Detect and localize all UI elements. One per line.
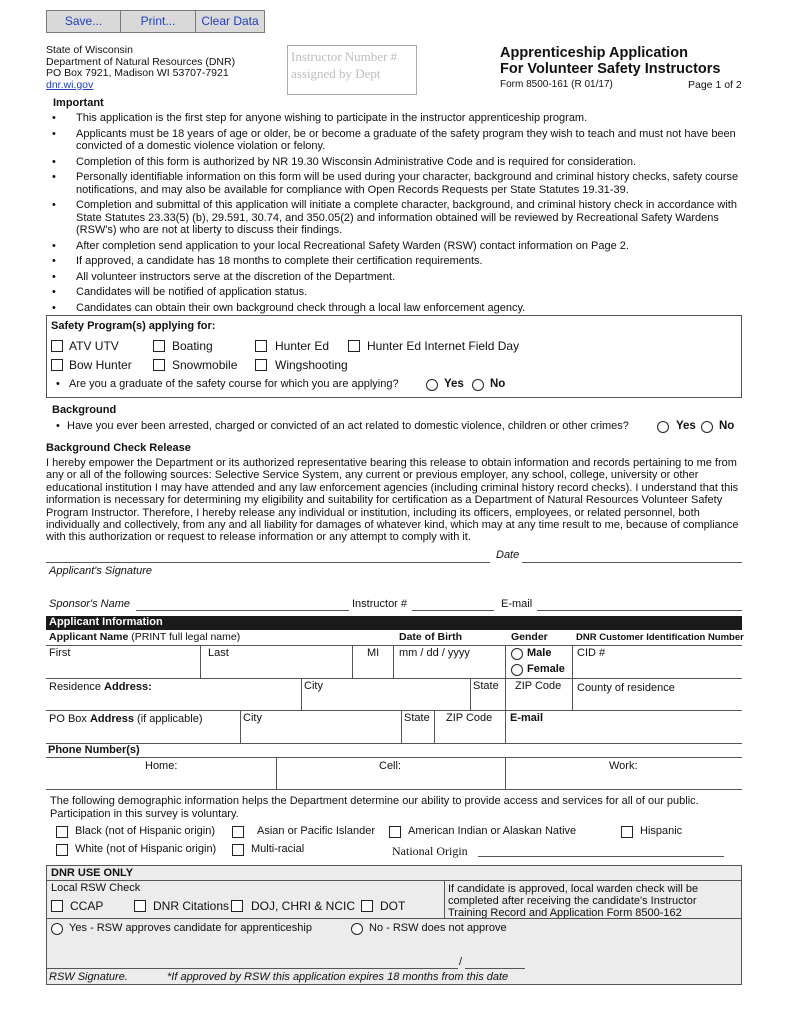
grid-line bbox=[434, 710, 435, 743]
national-origin-line[interactable] bbox=[478, 856, 724, 857]
grid-line bbox=[200, 645, 201, 678]
release-text: I hereby empower the Department or its authorized representative bearing this release to obtain information and records pertaining to me from any or all of the following sources: Selective Service System, any current or previous employer, any school, college, university or other educational institution I may have attended and any law enforcement agencies (including criminal history record checks). I understand that this information is necessary for determining my eligibility and suitability for certification as a Department of Natural Resources Volunteer Safety Program Instructor. Therefore, I hereby release any individual or institution, including its officers, employees, or related personnel, both individually and collectively, from any and all liability for damages of whatever kind, which may at any time result to me, because of compliance with this authorization or request to release information or any attempt to comply with it. bbox=[46, 457, 739, 544]
applicant-signature-line[interactable] bbox=[46, 562, 490, 563]
asian-label: Asian or Pacific Islander bbox=[257, 825, 375, 837]
sponsor-name-line[interactable] bbox=[136, 610, 349, 611]
clear-data-button[interactable]: Clear Data bbox=[195, 10, 265, 33]
rsw-approve-label: Yes - RSW approves candidate for apprenticeship bbox=[69, 922, 312, 934]
black-checkbox[interactable] bbox=[56, 826, 68, 838]
grid-line bbox=[572, 645, 573, 678]
list-item: • Completion and submittal of this application will initiate a complete character, background, and criminal history check in accordance with State Statutes 23.33(5) (b), 29.591, 30.74, and 350.05(2) and information obtained will be reviewed by Recreational Safety Wardens (RSW's) who are not at liberty to discuss their findings. bbox=[50, 199, 750, 237]
form-title-line1: Apprenticeship Application bbox=[500, 45, 688, 61]
last-name-label: Last bbox=[208, 647, 229, 659]
wingshooting-checkbox[interactable] bbox=[255, 359, 267, 371]
important-list bbox=[50, 112, 750, 317]
demographics-intro-2: Participation in this survey is voluntary. bbox=[50, 808, 239, 820]
applicant-name-label: Applicant Name bbox=[49, 631, 129, 643]
ccap-checkbox[interactable] bbox=[51, 900, 63, 912]
american-indian-label: American Indian or Alaskan Native bbox=[408, 825, 577, 837]
dnr-citations-checkbox[interactable] bbox=[134, 900, 146, 912]
rsw-deny-label: No - RSW does not approve bbox=[369, 922, 507, 934]
instructor-number-field[interactable] bbox=[287, 45, 417, 95]
residence-address-bold: Address: bbox=[104, 681, 152, 693]
graduate-yes-radio[interactable] bbox=[426, 379, 438, 391]
county-label: County of residence bbox=[577, 682, 675, 694]
graduate-yes-label: Yes bbox=[444, 378, 464, 390]
hunter-ed-field-day-label: Hunter Ed Internet Field Day bbox=[367, 339, 520, 353]
dob-heading: Date of Birth bbox=[399, 631, 462, 643]
white-checkbox[interactable] bbox=[56, 844, 68, 856]
dnr-note-line2: completed after receiving the candidate's Instructor bbox=[448, 895, 697, 907]
cid-label: CID # bbox=[577, 647, 606, 659]
grid-line bbox=[444, 880, 445, 918]
hunter-ed-field-day-checkbox[interactable] bbox=[348, 340, 360, 352]
instructor-number-placeholder: Instructor Number # bbox=[291, 49, 398, 64]
applicant-name-hint: (PRINT full legal name) bbox=[128, 631, 241, 643]
residence-city-label: City bbox=[304, 680, 323, 692]
grid-line bbox=[505, 710, 506, 743]
print-button[interactable]: Print... bbox=[120, 10, 196, 33]
graduate-no-label: No bbox=[490, 378, 506, 390]
boating-label: Boating bbox=[172, 339, 213, 353]
snowmobile-checkbox[interactable] bbox=[153, 359, 165, 371]
grid-line bbox=[46, 918, 742, 919]
applicant-info-bar: Applicant Information bbox=[46, 616, 742, 630]
ccap-label: CCAP bbox=[70, 899, 104, 913]
graduate-no-radio[interactable] bbox=[472, 379, 484, 391]
agency-link[interactable]: dnr.wi.gov bbox=[46, 78, 94, 91]
customer-id-heading: DNR Customer Identification Number bbox=[576, 632, 744, 643]
grid-line bbox=[46, 645, 742, 646]
applicant-signature-label: Applicant's Signature bbox=[49, 565, 152, 577]
po-box-address-label bbox=[49, 713, 202, 725]
save-button[interactable]: Save... bbox=[46, 10, 121, 33]
rsw-expiry-note: *If approved by RSW this application expires 18 months from this date bbox=[167, 971, 509, 983]
female-radio[interactable] bbox=[511, 664, 523, 676]
list-item: • Personally identifiable information on this form will be used during your character, background and criminal history checks, safety course notifications, and may also be available for compliance with Open Records Requests per State Statutes 19.31-39. bbox=[50, 171, 750, 196]
residence-zip-label: ZIP Code bbox=[515, 680, 562, 692]
rsw-signature-line[interactable] bbox=[46, 968, 458, 969]
demographics-intro-1: The following demographic information helps the Department determine our ability to provide access and services for all of our public. bbox=[50, 795, 699, 807]
american-indian-checkbox[interactable] bbox=[389, 826, 401, 838]
instructor-line[interactable] bbox=[412, 610, 494, 611]
hispanic-label: Hispanic bbox=[640, 825, 683, 837]
sponsor-email-line[interactable] bbox=[537, 610, 742, 611]
list-item: • After completion send application to your local Recreational Safety Warden (RSW) contact information on Page 2. bbox=[50, 240, 750, 253]
national-origin-label: National Origin bbox=[392, 844, 468, 858]
instructor-number-hint: assigned by Dept bbox=[291, 66, 381, 81]
residence-prefix: Residence bbox=[49, 681, 105, 693]
male-radio[interactable] bbox=[511, 648, 523, 660]
grid-line bbox=[572, 678, 573, 710]
agency-state: State of Wisconsin bbox=[46, 44, 133, 56]
multi-racial-label: Multi-racial bbox=[251, 843, 305, 855]
grid-line bbox=[470, 678, 471, 710]
graduate-bullet: • bbox=[56, 378, 60, 390]
dob-input[interactable]: mm / dd / yyyy bbox=[399, 647, 470, 659]
black-label: Black (not of Hispanic origin) bbox=[75, 825, 216, 837]
rsw-signature-label: RSW Signature. bbox=[49, 971, 128, 983]
safety-heading: Safety Program(s) applying for: bbox=[51, 320, 216, 332]
bow-hunter-checkbox[interactable] bbox=[51, 359, 63, 371]
sponsor-name-label: Sponsor's Name bbox=[49, 598, 130, 610]
dnr-use-heading: DNR USE ONLY bbox=[51, 867, 134, 879]
background-bullet: • bbox=[56, 420, 60, 432]
grid-line bbox=[393, 645, 394, 678]
grid-line bbox=[46, 789, 742, 790]
atv-utv-checkbox[interactable] bbox=[51, 340, 63, 352]
po-hint: (if applicable) bbox=[134, 713, 203, 725]
list-item: • If approved, a candidate has 18 months to complete their certification requirements. bbox=[50, 255, 750, 268]
cell-phone-label: Cell: bbox=[379, 760, 402, 772]
grid-line bbox=[505, 757, 506, 789]
dot-checkbox[interactable] bbox=[361, 900, 373, 912]
important-heading: Important bbox=[53, 97, 104, 109]
hunter-ed-label: Hunter Ed bbox=[275, 339, 330, 353]
boating-checkbox[interactable] bbox=[153, 340, 165, 352]
rsw-date-slash: / bbox=[459, 956, 463, 968]
grid-line bbox=[46, 757, 742, 758]
phone-heading: Phone Number(s) bbox=[48, 744, 140, 756]
work-phone-label: Work: bbox=[609, 760, 638, 772]
list-item: • Applicants must be 18 years of age or older, be or become a graduate of the safety program they wish to teach and must not have been convicted of a domestic violence violation or felony. bbox=[50, 128, 750, 153]
grid-line bbox=[505, 678, 506, 710]
background-no-radio[interactable] bbox=[701, 421, 713, 433]
form-title-line2: For Volunteer Safety Instructors bbox=[500, 61, 721, 77]
background-no-label: No bbox=[719, 420, 735, 432]
residence-address-label bbox=[49, 681, 152, 693]
grid-line bbox=[240, 710, 241, 743]
form-title bbox=[500, 45, 721, 77]
grid-line bbox=[46, 880, 742, 881]
male-label: Male bbox=[527, 647, 552, 659]
atv-utv-label: ATV UTV bbox=[69, 339, 119, 353]
grid-line bbox=[46, 710, 742, 711]
residence-state-label: State bbox=[473, 680, 499, 692]
asian-checkbox[interactable] bbox=[232, 826, 244, 838]
rsw-deny-radio[interactable] bbox=[351, 923, 363, 935]
grid-line bbox=[46, 743, 742, 744]
first-name-label: First bbox=[49, 647, 71, 659]
grid-line bbox=[505, 645, 506, 678]
list-item: • All volunteer instructors serve at the discretion of the Department. bbox=[50, 271, 750, 284]
date-line[interactable] bbox=[522, 562, 742, 563]
graduate-question: Are you a graduate of the safety course for which you are applying? bbox=[69, 378, 399, 390]
bow-hunter-label: Bow Hunter bbox=[69, 358, 132, 372]
grid-line bbox=[301, 678, 302, 710]
list-item: • Completion of this form is authorized by NR 19.30 Wisconsin Administrative Code and is required for consideration. bbox=[50, 156, 750, 169]
po-city-label: City bbox=[243, 712, 262, 724]
doj-label: DOJ, CHRI & NCIC bbox=[251, 899, 356, 913]
agency-dept: Department of Natural Resources (DNR) bbox=[46, 55, 236, 68]
po-prefix: PO Box bbox=[49, 713, 90, 725]
dnr-note bbox=[448, 883, 698, 919]
snowmobile-label: Snowmobile bbox=[172, 358, 238, 372]
rsw-date-line[interactable] bbox=[465, 968, 525, 969]
female-label: Female bbox=[527, 663, 565, 675]
list-item: • Candidates can obtain their own background check through a local law enforcement agency. bbox=[50, 302, 750, 315]
background-yes-radio[interactable] bbox=[657, 421, 669, 433]
agency-address: PO Box 7921, Madison WI 53707-7921 bbox=[46, 67, 229, 79]
po-state-label: State bbox=[404, 712, 430, 724]
list-item: • This application is the first step for anyone wishing to participate in the instructor apprenticeship program. bbox=[50, 112, 750, 125]
applicant-email-label: E-mail bbox=[510, 712, 544, 724]
sponsor-email-label: E-mail bbox=[501, 598, 533, 610]
white-label: White (not of Hispanic origin) bbox=[75, 843, 217, 855]
applicant-name-heading bbox=[49, 631, 240, 643]
release-heading: Background Check Release bbox=[46, 442, 191, 454]
background-question: Have you ever been arrested, charged or convicted of an act related to domestic violence, children or other crimes? bbox=[67, 420, 629, 432]
po-zip-label: ZIP Code bbox=[446, 712, 493, 724]
date-label: Date bbox=[496, 549, 520, 561]
local-rsw-check-label: Local RSW Check bbox=[51, 882, 141, 894]
dnr-note-line3: Training Record and Application Form 8500-162 bbox=[448, 907, 682, 919]
page-number: Page 1 of 2 bbox=[688, 79, 742, 91]
list-item: • Candidates will be notified of application status. bbox=[50, 286, 750, 299]
hispanic-checkbox[interactable] bbox=[621, 826, 633, 838]
grid-line bbox=[276, 757, 277, 789]
grid-line bbox=[46, 678, 742, 679]
mi-label: MI bbox=[367, 647, 380, 659]
form-number: Form 8500-161 (R 01/17) bbox=[500, 79, 613, 90]
home-phone-label: Home: bbox=[145, 760, 178, 772]
wingshooting-label: Wingshooting bbox=[275, 358, 348, 372]
dnr-note-line1: If candidate is approved, local warden check will be bbox=[448, 883, 699, 895]
background-yes-label: Yes bbox=[676, 420, 696, 432]
dnr-citations-label: DNR Citations bbox=[153, 899, 230, 913]
rsw-approve-radio[interactable] bbox=[51, 923, 63, 935]
multi-racial-checkbox[interactable] bbox=[232, 844, 244, 856]
grid-line bbox=[352, 645, 353, 678]
instructor-label: Instructor # bbox=[352, 598, 408, 610]
agency-block bbox=[46, 45, 235, 91]
po-address-bold: Address bbox=[89, 713, 134, 725]
dot-label: DOT bbox=[380, 899, 406, 913]
doj-checkbox[interactable] bbox=[231, 900, 243, 912]
background-heading: Background bbox=[52, 404, 117, 416]
gender-heading: Gender bbox=[511, 631, 548, 643]
hunter-ed-checkbox[interactable] bbox=[255, 340, 267, 352]
grid-line bbox=[401, 710, 402, 743]
